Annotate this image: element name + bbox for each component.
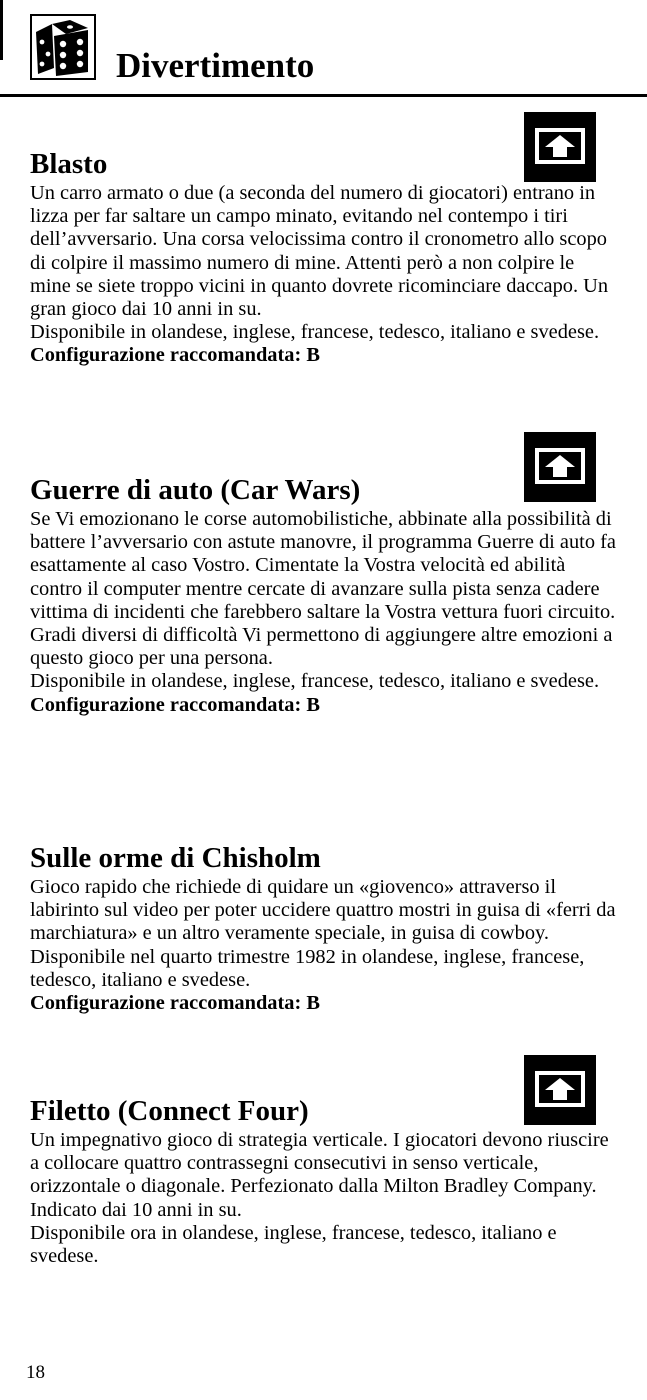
page-title: Divertimento xyxy=(116,46,315,85)
description-paragraph: Gioco rapido che richiede di quidare un «giovenco» attraverso il labirinto sul video per poter uccidere quattro mostri in guisa di «ferri da marchiatura» e un altro veramente speciale, in guisa di cowboy. xyxy=(30,876,616,945)
description-paragraph: Un impegnativo gioco di strategia verticale. I giocatori devono riuscire a collocare quattro contrassegni consecutivi in senso verticale, orizzontale o diagonale. Perfezionato dalla Milton Bradley Company. Indicato dai 10 anni in su. xyxy=(30,1129,609,1221)
recommended-config: Configurazione raccomandata: B xyxy=(30,693,320,716)
header-divider xyxy=(0,94,647,97)
description-paragraph: Un carro armato o due (a seconda del numero di giocatori) entrano in lizza per far saltare un campo minato, evitando nel contempo i tiri dell’avversario. Una corsa velocissima contro il cronometro allo scopo di colpire il massimo numero di mine. Attenti però a non colpire le mine se siete troppo vicini in quanto dovrete ricominciare daccapo. Un gran gioco dai 10 anni in su. xyxy=(30,182,609,321)
dice-icon xyxy=(30,14,96,80)
description-paragraph: Disponibile nel quarto trimestre 1982 in olandese, inglese, francese, tedesco, italiano e svedese. xyxy=(30,945,585,991)
cartridge-insert-icon xyxy=(524,432,596,502)
description-paragraph: Disponibile in olandese, inglese, francese, tedesco, italiano e svedese. xyxy=(30,321,600,344)
page-number: 18 xyxy=(26,1362,45,1383)
game-title: Sulle orme di Chisholm xyxy=(30,842,321,874)
description-paragraph: Disponibile ora in olandese, inglese, francese, tedesco, italiano e svedese. xyxy=(30,1221,557,1268)
game-description xyxy=(30,876,620,1015)
game-title: Filetto (Connect Four) xyxy=(30,1095,309,1127)
left-edge-mark xyxy=(0,0,3,60)
cartridge-insert-icon xyxy=(524,1055,596,1125)
game-description xyxy=(30,1129,620,1268)
game-description xyxy=(30,182,620,368)
game-title: Guerre di auto (Car Wars) xyxy=(30,474,361,506)
page-header xyxy=(0,0,647,98)
cartridge-insert-icon xyxy=(524,112,596,182)
recommended-config: Configurazione raccomandata: B xyxy=(30,992,320,1015)
game-description xyxy=(30,508,620,717)
description-paragraph: Se Vi emozionano le corse automobilistiche, abbinate alla possibilità di battere l’avversario con astute manovre, il programma Guerre di auto fa esattamente al caso Vostro. Cimentate la Vostra velocità ed abilità contro il computer mentre cercate di avanzare sulla pista senza cadere vittima di incidenti che farebbero saltare la Vostra vettura fuori circuito. xyxy=(30,508,616,623)
recommended-config: Configurazione raccomandata: B xyxy=(30,344,320,367)
description-paragraph: Gradi diversi di difficoltà Vi permettono di aggiungere altre emozioni a questo gioco per una persona. xyxy=(30,624,613,670)
description-paragraph: Disponibile in olandese, inglese, francese, tedesco, italiano e svedese. xyxy=(30,670,600,693)
game-title: Blasto xyxy=(30,148,108,180)
